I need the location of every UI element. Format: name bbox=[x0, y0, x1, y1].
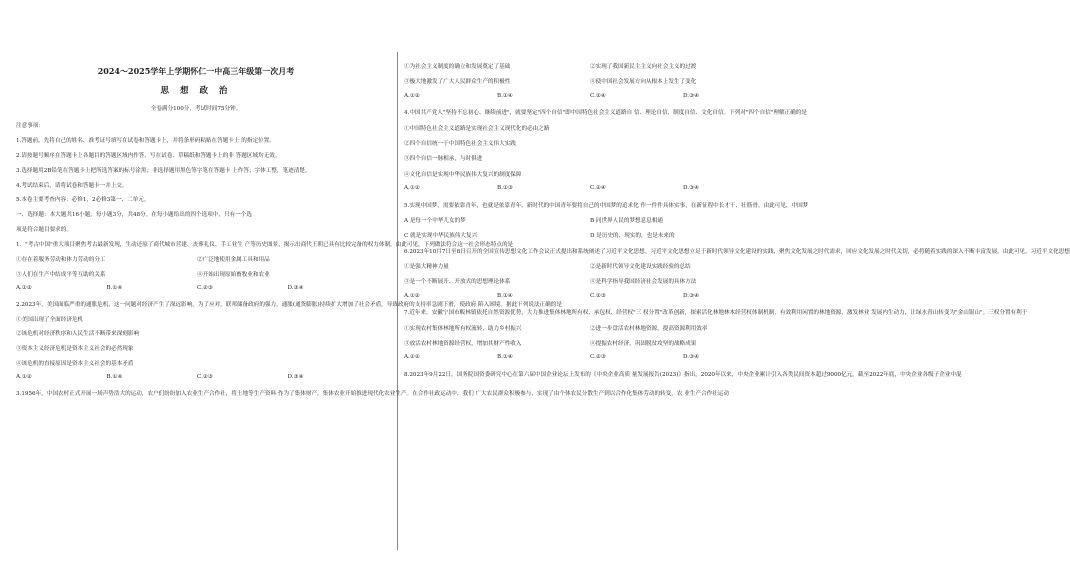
q1-option-b: B.①④ bbox=[106, 284, 123, 291]
section-heading: 一、选择题：本大题共16小题，每小题3分，共48分。在每小题给出的四个选项中，只有一个选 bbox=[16, 212, 252, 219]
q1-statements-a bbox=[16, 255, 378, 262]
q4-option-c: C.②④ bbox=[590, 185, 606, 192]
q1-option-a: A.①② bbox=[16, 284, 32, 291]
q5-option-c: C 就是实现中华民族伟大复兴 bbox=[404, 233, 478, 240]
q3-option-d: D.③④ bbox=[683, 92, 700, 99]
q5-options-cd bbox=[404, 231, 776, 238]
q6-statements-a bbox=[404, 262, 776, 269]
q6-option-a: A.①② bbox=[404, 292, 420, 299]
q7-option-a: A.①② bbox=[404, 354, 420, 361]
q6-statements-b bbox=[404, 277, 776, 284]
q4-option-b: B.①③ bbox=[497, 185, 513, 192]
q4-option-a: A.①② bbox=[404, 185, 420, 192]
q6-statement-1: ①是强大精神力量 bbox=[404, 264, 449, 271]
q4-options bbox=[404, 185, 776, 192]
q2-options bbox=[16, 374, 378, 381]
exam-info: 全卷满分100分，考试时间75分钟。 bbox=[150, 106, 242, 112]
q7-options bbox=[404, 354, 776, 361]
q2-statement-4: ④该危机的直接原因是资本主义社会的基本矛盾 bbox=[16, 361, 134, 368]
q6-statement-3: ③是一个不断展开、开放式的思想理论体系 bbox=[404, 279, 511, 286]
q7-statements-b bbox=[404, 339, 776, 346]
q1-option-d: D.③④ bbox=[287, 284, 304, 291]
q2-option-b: B.①④ bbox=[106, 374, 123, 381]
q7-statements-a bbox=[404, 324, 776, 331]
q1-stem: 1．"考古中国"重大项目聚焦考古最新发现，生动还原了商代城市营建、丧葬礼仪、手工业生 产等历史图景，揭示出商代王朝已具有比较完备的权力体制。由此可见，下列做法符合这一社会形态特点的是 bbox=[16, 242, 514, 249]
q7-statement-3: ③放活农村林地资源经营权，增加其财产性收入 bbox=[404, 341, 522, 348]
q4-statement-3: ③四个自信一脉相承，与时俱进 bbox=[404, 156, 483, 163]
q3-option-a: A.①② bbox=[404, 92, 420, 99]
exam-subject: 思 想 政 治 bbox=[160, 86, 232, 96]
q7-option-b: B.①④ bbox=[497, 354, 513, 361]
q2-option-c: C.②③ bbox=[197, 374, 213, 381]
q3-options bbox=[404, 93, 776, 100]
q4-statement-4: ④文化自信是实现中华民族伟大复兴的制度保障 bbox=[404, 171, 522, 178]
note-1: 1.答题前，先将自己的姓名、准考证号填写在试卷和答题卡上，并将条形码粘贴在答题卡上 的指定位置。 bbox=[16, 137, 275, 144]
q7-option-d: D.③④ bbox=[683, 354, 700, 361]
q5-option-b: B 同世界人民的梦想息息相通 bbox=[590, 217, 664, 224]
column-divider bbox=[397, 52, 398, 550]
q4-option-d: D.③④ bbox=[683, 185, 700, 192]
q8-stem: 8.2023年9月22日，国务院国资委研究中心在第六届中国企业论坛上发布的《中央企业高质 量发展报告(2023)》指出，2020年以来，中央企业累计引入各类民间资本超过9000亿元。截至2022年底，中央企业各级子企业中混 bbox=[404, 371, 962, 378]
q2-statement-1: ①美国出现了全面经济危机 bbox=[16, 316, 84, 323]
q1-statement-1: ①存在着服务劳动和体力劳动的分工 bbox=[16, 257, 106, 264]
q3-option-b: B.①④ bbox=[497, 92, 513, 99]
q3-statement-3: ③极大地激发了广大人民群众生产的积极性 bbox=[404, 79, 511, 86]
q4-stem: 4.中国共产党人"坚持不忘初心、继续前进"，就要坚定"四个自信"即中国特色社会主义道路自 信、理论自信、制度自信、文化自信。下列对"四个自信"理解正确的是 bbox=[404, 110, 807, 117]
note-4: 4.考试结束后，请将试卷和答题卡一并上交。 bbox=[16, 182, 128, 189]
q7-option-c: C.②③ bbox=[590, 354, 606, 361]
q3-statement-4: ④使中国社会发展方向从根本上发生了变化 bbox=[590, 79, 697, 86]
q2-stem: 2.2023年，美国面临严重的通胀危机，这一问题对经济产生了深远影响。为了应对，联邦储备政府的强力，通胀(通货膨胀)持续扩大增加了社会矛盾，导致政府的支持率急剧下滑，使政府 陷入困境。据此下列说法正确的是 bbox=[16, 301, 562, 308]
q3-statement-1: ①为社会主义制度的确立和发展奠定了基础 bbox=[404, 64, 511, 70]
q1-statements-b bbox=[16, 270, 378, 277]
exam-title: 2024～2025学年上学期怀仁一中高三年级第一次月考 bbox=[97, 66, 295, 76]
q3-statements-b bbox=[404, 77, 776, 84]
q7-stem: 7.近年来，安徽宁国市畈林镇依托自然资源优势，大力推进集体林地所有权、承包权、经营权"三 权分置"改革创新，探索活化林地林木经营权体制机制，有效利用闲置的林地资源，激发林业 发展内生动力，让绿水青山转变为"金山银山"。三权分置有利于 bbox=[404, 310, 1028, 317]
q1-statement-3: ③人们在生产中结成平等互助的关系 bbox=[16, 271, 106, 278]
q3-statements-a bbox=[404, 62, 776, 69]
q3-statement-2: ②实现了我国新民主主义向社会主义的过渡 bbox=[590, 64, 697, 70]
right-column bbox=[404, 62, 1070, 385]
q5-options-ab bbox=[404, 216, 776, 223]
note-5: 5.本卷主要考查内容：必修1，2必修3第一、二单元。 bbox=[16, 197, 150, 204]
q6-option-d: D.③④ bbox=[683, 292, 700, 299]
q2-statement-2: ②该危机对经济秩序和人民生活不断带来深刻影响 bbox=[16, 331, 140, 338]
q6-options bbox=[404, 293, 776, 300]
q7-statement-2: ②进一步盘活农村林地资源，提高资源利用效率 bbox=[590, 325, 708, 332]
q7-statement-1: ①实现农村集体林地所有权流转，助力乡村振兴 bbox=[404, 325, 522, 332]
q6-option-c: C.②③ bbox=[590, 292, 606, 299]
q5-option-d: D 是历史的、现实的，也是未来的 bbox=[590, 233, 675, 240]
note-3: 3.选择题用2B铅笔在答题卡上把所选答案的标号涂黑；非选择题用黑色签字笔在答题卡 上作答；字体工整，笔迹清楚。 bbox=[16, 167, 311, 174]
q1-statement-4: ④开始出现原始畜牧业和农业 bbox=[197, 271, 270, 278]
q6-statement-2: ②是新时代领导文化建设实践经验的总结 bbox=[590, 264, 691, 271]
q6-statement-4: ④是科学指导我国经济社会发展的具体方法 bbox=[590, 279, 697, 286]
q2-option-a: A.①② bbox=[16, 374, 32, 381]
q2-option-d: D.③④ bbox=[287, 374, 304, 381]
q1-options bbox=[16, 285, 378, 292]
q6-option-b: B.①④ bbox=[497, 292, 513, 299]
q7-statement-4: ④提振农村经济，巩固脱贫攻坚的战略成果 bbox=[590, 341, 697, 348]
q4-statement-1: ①中国特色社会主义道路是实现社会主义现代化的必由之路 bbox=[404, 125, 550, 132]
q5-stem: 5.实现中国梦，需要依靠青年，也就是依靠青年。新时代的中国青年要将自己的中国梦的追求化 作一件件具体实事，在新征程中长才干、壮筋骨。由此可见，中国梦 bbox=[404, 202, 809, 209]
q3-option-c: C.②④ bbox=[590, 92, 606, 99]
section-heading-cont: 项是符合题目要求的。 bbox=[16, 227, 72, 234]
q4-statement-2: ②四个自信统一于中国特色社会主义伟大实践 bbox=[404, 140, 516, 147]
q5-option-a: A 是每一个中华儿女的梦 bbox=[404, 217, 466, 224]
q2-statement-3: ③资本主义经济危机是资本主义社会的必然现象 bbox=[16, 346, 134, 353]
q6-stem: 6.2023年10月7日至8日召开的全国宣传思想文化工作会议正式提出和系统阐述了习近平文化思想。习近平文化思想立足于新时代领导文化建设的实践，聚焦文化发展之时代需求，回应文化发展之时代关切，必将随着实践的深入不断丰富发展。由此可见，习近平文化思想 bbox=[404, 248, 1070, 255]
q1-statement-2: ②广泛地使用金属工具和用品 bbox=[197, 257, 270, 264]
q1-option-c: C.②③ bbox=[197, 284, 213, 291]
q3-stem: 3.1956年，中国农村正式开展一场声势浩大的运动，农户们纷纷加入农业生产合作社，将土地等生产资料 作为了集体财产，集体农业开始推进现代化农业生产。在合作社政运动中，我们 广大农民群众积极参与，实现了由个体农民分散生产到以合作化集体劳动的转变。农 业生产合作社运动 bbox=[16, 391, 729, 398]
note-2: 2.请按题号顺序在答题卡上各题目的答题区域内作答，写在试卷、草稿纸和答题卡上的非 答题区域均无效。 bbox=[16, 152, 281, 159]
notes-title: 注意事项： bbox=[16, 123, 44, 129]
